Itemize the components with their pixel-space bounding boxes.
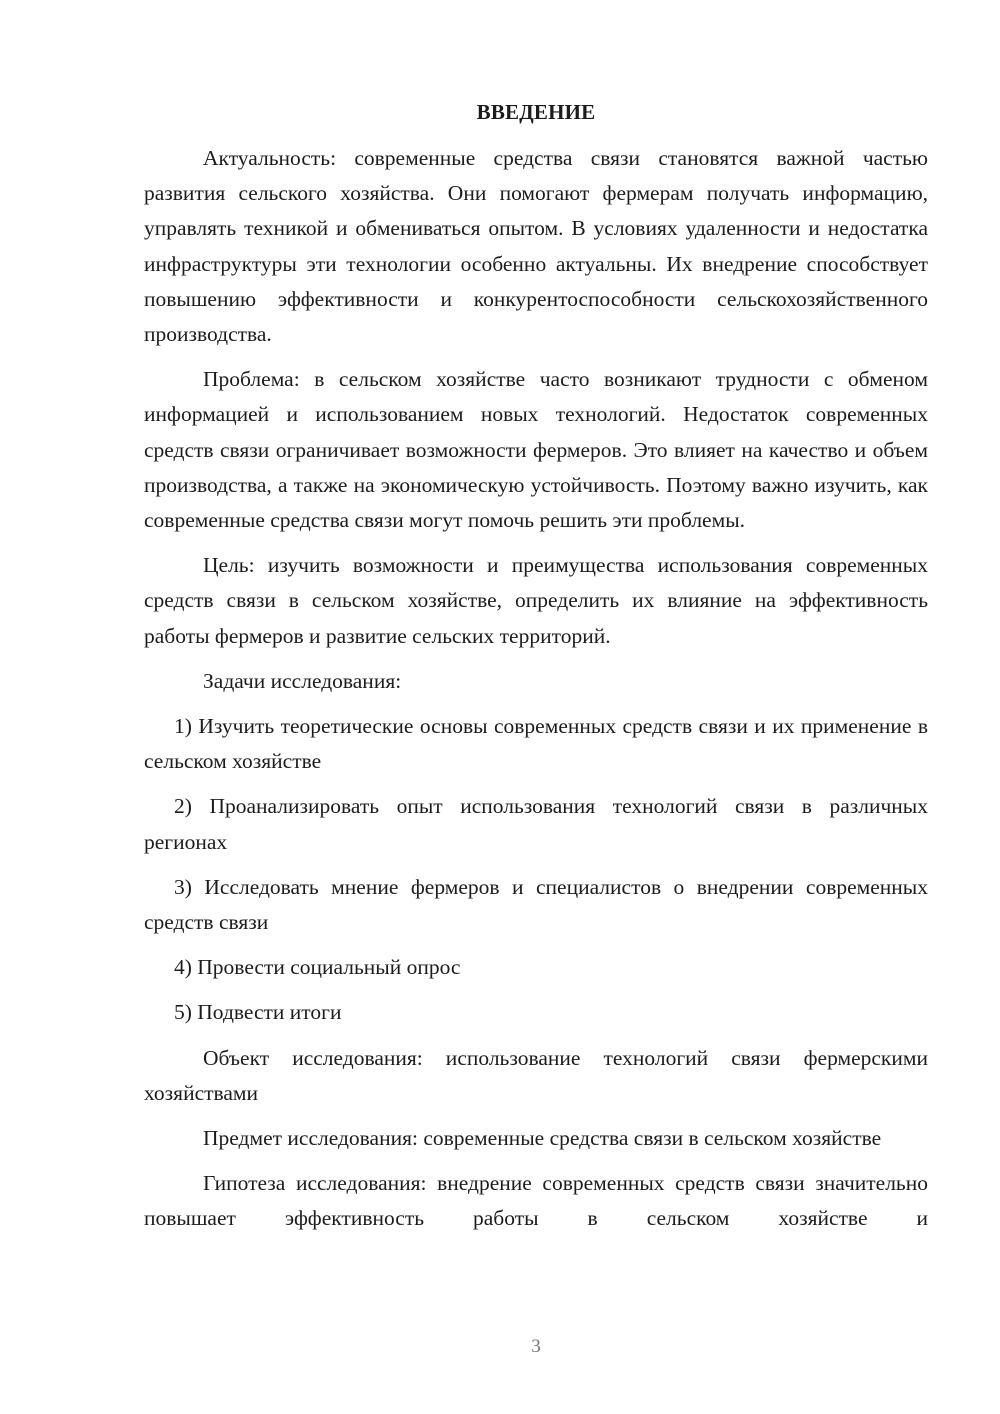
- paragraph-relevance: Актуальность: современные средства связи становятся важной частью развития сельского хозяйства. Они помогают фермерам получать информацию, управлять техникой и обмениваться опытом. В условиях удаленности и недостатка инфраструктуры эти технологии особенно актуальны. Их внедрение способствует повышению эффективности и конкурентоспособности сельскохозяйственного производства.: [144, 146, 928, 347]
- paragraph-tasks-heading: Задачи исследования:: [203, 668, 402, 693]
- paragraph-goal: Цель: изучить возможности и преимущества использования современных средств связи в сельском хозяйстве, определить их влияние на эффективность работы фермеров и развитие сельских территорий.: [144, 553, 928, 648]
- list-item-task-2: 2) Проанализировать опыт использования технологий связи в различных регионах: [144, 794, 928, 854]
- paragraph-object: Объект исследования: использование технологий связи фермерскими хозяйствами: [144, 1045, 928, 1105]
- paragraph-subject: Предмет исследования: современные средства связи в сельском хозяйстве: [203, 1126, 882, 1151]
- page-number: 3: [531, 1336, 541, 1357]
- section-heading: ВВЕДЕНИЕ: [476, 100, 596, 124]
- list-item-task-4: 4) Провести социальный опрос: [174, 955, 461, 980]
- paragraph-hypothesis: Гипотеза исследования: внедрение современных средств связи значительно повышает эффективность работы в сельском хозяйстве и: [144, 1171, 928, 1231]
- list-item-task-5: 5) Подвести итоги: [174, 1000, 342, 1025]
- list-item-task-3: 3) Исследовать мнение фермеров и специалистов о внедрении современных средств связи: [144, 874, 928, 935]
- list-item-task-1: 1) Изучить теоретические основы современных средств связи и их применение в сельском хозяйстве: [144, 714, 928, 774]
- body-text: [144, 141, 928, 1237]
- paragraph-problem: Проблема: в сельском хозяйстве часто возникают трудности с обменом информацией и использованием новых технологий. Недостаток современных средств связи ограничивает возможности фермеров. Это влияет на качество и объем производства, а также на экономическую устойчивость. Поэтому важно изучить, как современные средства связи могут помочь решить эти проблемы.: [144, 367, 928, 533]
